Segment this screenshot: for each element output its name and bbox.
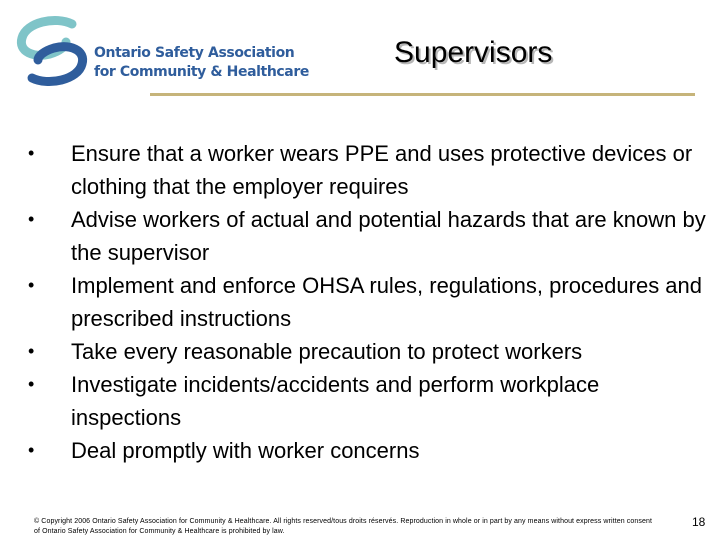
title-divider: [150, 93, 695, 96]
logo-line-1: Ontario Safety Association: [94, 45, 295, 61]
bullet-text: Take every reasonable precaution to protect workers: [71, 339, 583, 364]
bullet-text: Implement and enforce OHSA rules, regulations, procedures and prescribed instructions: [71, 273, 703, 331]
bullet-item: [28, 434, 708, 467]
osach-logo: [12, 14, 309, 88]
bullet-dot: •: [28, 374, 35, 394]
bullet-item: [28, 137, 708, 203]
bullet-text: Ensure that a worker wears PPE and uses protective devices or clothing that the employer requires: [71, 141, 693, 199]
bullet-text: Deal promptly with worker concerns: [71, 438, 420, 463]
copyright-notice: © Copyright 2006 Ontario Safety Association for Community & Healthcare. All rights reserved/tous droits réservés. Reproduction in whole or in part by any means without express written consent of Ontario Safety Association for Community & Healthcare is prohibited by law.: [34, 518, 652, 535]
slide-title: Supervisors: [394, 36, 553, 69]
osach-swirl-logo-icon: [12, 14, 94, 88]
bullet-dot: •: [28, 440, 35, 460]
bullet-item: [28, 335, 708, 368]
bullet-text: Investigate incidents/accidents and perform workplace inspections: [71, 372, 600, 430]
logo-wordmark: [94, 44, 309, 82]
logo-line-2: for Community & Healthcare: [94, 64, 309, 80]
page-number: 18: [692, 515, 706, 529]
bullet-dot: •: [28, 341, 35, 361]
bullet-dot: •: [28, 209, 35, 229]
bullet-item: [28, 269, 708, 335]
bullet-dot: •: [28, 275, 35, 295]
bullet-list: [28, 137, 708, 467]
bullet-item: [28, 368, 708, 434]
bullet-dot: •: [28, 143, 35, 163]
bullet-item: [28, 203, 708, 269]
bullet-text: Advise workers of actual and potential hazards that are known by the supervisor: [71, 207, 706, 265]
